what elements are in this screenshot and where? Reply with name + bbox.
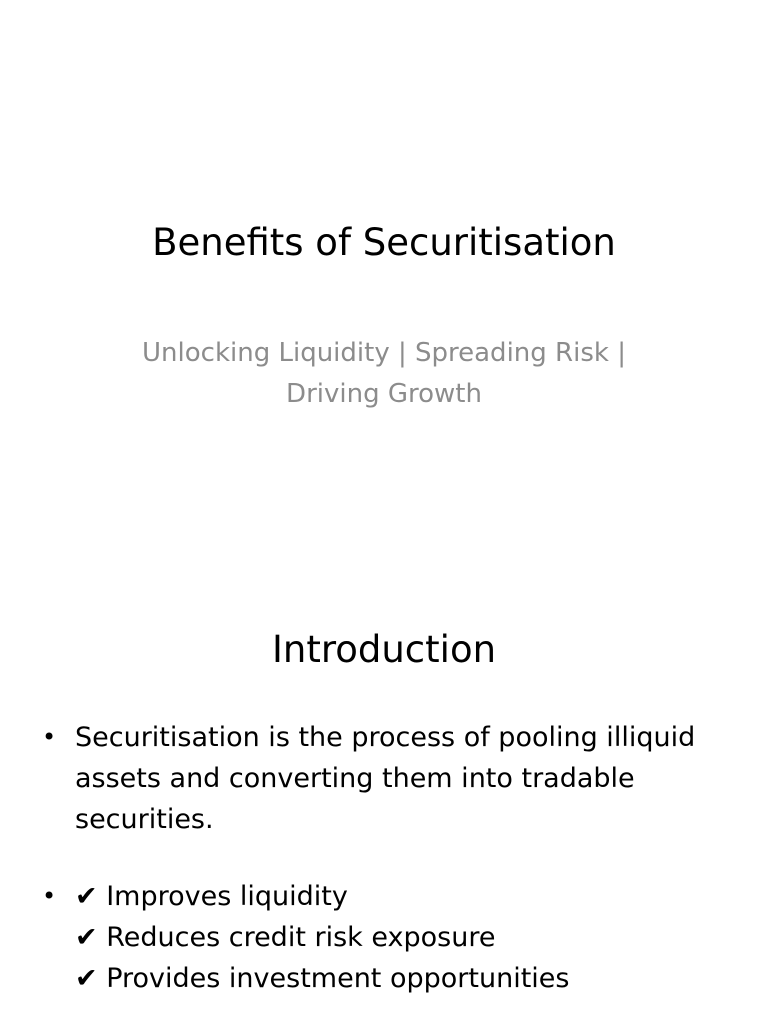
bullet-line: Securitisation is the process of pooling illiquid xyxy=(75,722,696,753)
bullet-line: assets and converting them into tradable xyxy=(75,763,635,794)
bullet-line: ✔ Reduces credit risk exposure xyxy=(75,922,496,953)
subtitle-line: Unlocking Liquidity | Spreading Risk | xyxy=(142,338,626,368)
bullet-icon: • xyxy=(42,723,57,751)
slide-subtitle xyxy=(110,333,658,415)
bullet-line: ✔ Improves liquidity xyxy=(75,881,348,912)
bullet-line: ✔ Provides investment opportunities xyxy=(75,963,570,994)
bullet-icon: • xyxy=(42,882,57,910)
bullet-item xyxy=(42,717,728,840)
slide-title: Introduction xyxy=(271,628,497,671)
slide-title: Benefits of Securitisation xyxy=(152,221,616,264)
introduction-slide xyxy=(0,576,768,1024)
bullet-list xyxy=(42,717,728,1024)
bullet-line: securities. xyxy=(75,804,214,835)
bullet-item xyxy=(42,876,728,999)
subtitle-line: Driving Growth xyxy=(286,379,482,409)
